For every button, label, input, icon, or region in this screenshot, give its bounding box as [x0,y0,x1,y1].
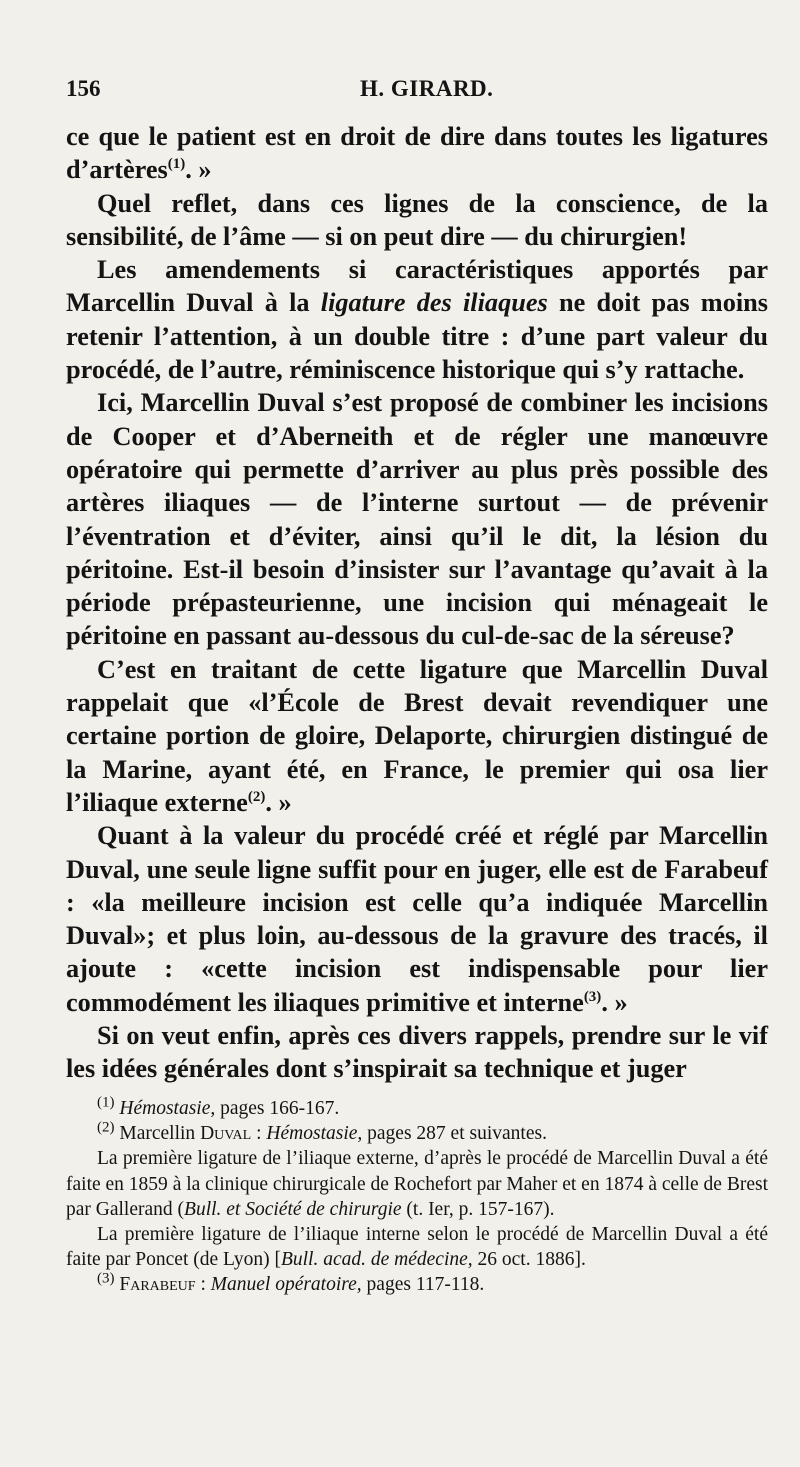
text-run: pages 117-118. [361,1274,485,1296]
footnotes [66,1096,768,1298]
text-run: ce que le patient est en droit de dire dans toutes les ligatures d’artères [66,122,768,185]
body-text [66,120,768,1086]
paragraph: Ici, Marcellin Duval s’est proposé de combiner les incisions de Cooper et d’Aberneith et de régler une manœuvre opératoire qui permette d’arriver au plus près possible des artères iliaques — de l’interne surtout — de prévenir l’éventration et d’éviter, ainsi qu’il le dit, la lésion du péritoine. Est-il besoin d’insister sur l’avantage qu’avait à la période prépasteurienne, une incision qui ménageait le péritoine en passant au-dessous du cul-de-sac de la séreuse? [66,388,768,651]
footnote-2 [66,1121,768,1146]
text-run: C’est en traitant de cette ligature que Marcellin Duval rappelait que «l’École de Brest devait revendiquer une certaine portion de gloire, Delaporte, chirurgien distingué de la Marine, ayant été, en France, le premier qui osa lier l’iliaque externe [66,654,768,817]
text-run: : [195,1274,211,1296]
text-run: Les amendements si caractéristiques apportés par Marcellin Duval à la [66,255,768,318]
text-run: (t. Ier, p. 157-167). [401,1198,555,1220]
paragraph: Quel reflet, dans ces lignes de la conscience, de la sensibilité, de l’âme — si on peut dire — du chirurgien! [66,188,768,251]
footnote-ref: (2) [247,789,266,806]
paragraph: Si on veut enfin, après ces divers rappels, prendre sur le vif les idées générales dont s’inspirait sa technique et juger [66,1021,768,1084]
paragraph [66,120,768,187]
text-run: Quant à la valeur du procédé créé et réglé par Marcellin Duval, une seule ligne suffit pour en juger, elle est de Farabeuf : «la meilleure incision est celle qu’a indiquée Marcellin Duval»; et plus loin, au-dessous de la gravure des tracés, il ajoute : «cette incision est indispensable pour lier commodément les iliaques primitive et interne [66,821,768,1017]
italic-phrase: Bull. acad. de médecine, [280,1249,473,1271]
footnote-3 [66,1272,768,1297]
text-run: . » [265,787,292,817]
footnote-mark: (1) [97,1094,115,1111]
italic-phrase: Hémostasie, [266,1123,363,1145]
text-run: Marcellin [114,1123,201,1145]
footnote-1 [66,1096,768,1121]
paragraph [66,819,768,1019]
text-run: La première ligature de l’iliaque externe, d’après le procédé de Marcellin Duval a été faite en 1859 à la clinique chirurgicale de Rochefort par Maher et en 1874 à celle de Brest par Gallerand ( [66,1148,768,1220]
footnote-mark: (3) [97,1270,115,1287]
text-run: ne doit pas moins retenir l’attention, à un double titre : d’une part valeur du procédé, de l’autre, réminiscence historique qui s’y rattache. [66,288,769,385]
footnote-ref: (1) [167,156,186,173]
footnote-ref: (3) [583,988,602,1005]
small-caps-name: Farabeuf [119,1274,196,1296]
text-run: : [251,1123,267,1145]
footnote-mark: (2) [97,1119,115,1136]
page-header [66,76,766,108]
paragraph [66,253,768,386]
italic-phrase: Hémostasie, [119,1098,216,1119]
text-run: 26 oct. 1886]. [472,1249,586,1271]
italic-phrase: ligature des iliaques [320,288,548,318]
italic-phrase: Manuel opératoire, [210,1274,362,1296]
page-number: 156 [66,76,101,101]
footnote-2-paragraph [66,1146,768,1222]
paragraph [66,653,768,819]
text-run: . » [601,987,628,1017]
footnote-2-paragraph [66,1222,768,1272]
text-run: . » [185,155,212,185]
running-head: H. GIRARD. [360,76,494,101]
text-run: pages 287 et suivantes. [362,1123,547,1145]
small-caps-name: Duval [200,1123,252,1145]
text-run: La première ligature de l’iliaque interne selon le procédé de Marcellin Duval a été faite par Poncet (de Lyon) [ [66,1224,768,1271]
text-run: pages 166-167. [215,1098,340,1119]
italic-phrase: Bull. et Société de chirurgie [184,1198,402,1220]
